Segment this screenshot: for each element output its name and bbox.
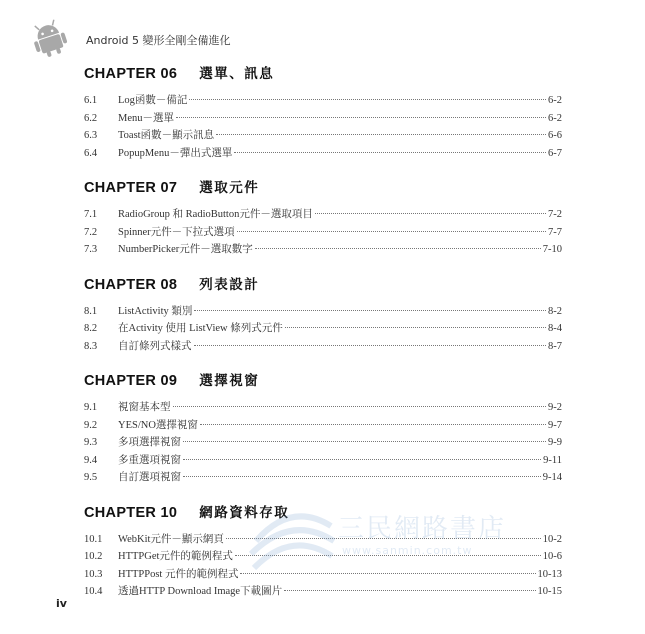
entry-number: 9.3 <box>84 437 98 448</box>
entry-title: 自訂條列式樣式 <box>118 340 192 352</box>
entry-page-number: 8-4 <box>548 323 562 334</box>
entry-number: 6.3 <box>84 130 98 141</box>
chapter-title: 選擇視窗 <box>199 373 260 389</box>
entry-title: 多項選擇視窗 <box>118 437 181 448</box>
dot-leader <box>237 231 546 232</box>
toc-entry <box>84 434 562 452</box>
entry-title: 在Activity 使用 ListView 條列式元件 <box>118 323 283 334</box>
dot-leader <box>200 424 546 425</box>
chapter-section <box>84 273 562 356</box>
dot-leader <box>189 99 546 100</box>
entry-number: 7.1 <box>84 209 98 220</box>
toc-entry <box>84 399 562 417</box>
entry-page-number: 7-7 <box>548 226 562 238</box>
toc-entry <box>84 417 562 435</box>
toc-entry <box>84 320 562 338</box>
chapter-title: 網路資料存取 <box>199 504 290 521</box>
entry-title: HTTPGet元件的範例程式 <box>118 551 233 562</box>
entry-page-number: 7-10 <box>542 244 562 255</box>
toc-entry <box>84 241 562 259</box>
watermark-url: www.sanmin.com.tw <box>342 544 473 557</box>
entry-page-number: 10-2 <box>542 533 562 545</box>
toc-entry <box>84 92 562 110</box>
dot-leader <box>194 345 547 346</box>
chapter-heading <box>84 369 562 391</box>
dot-leader <box>315 213 546 214</box>
entry-page-number: 8-7 <box>548 340 562 352</box>
chapter-section <box>84 176 562 259</box>
toc-entry <box>84 469 562 487</box>
entry-title: Toast函數－顯示訊息 <box>118 130 215 141</box>
chapter-section <box>84 62 562 162</box>
entry-title: 視窗基本型 <box>118 402 171 413</box>
chapter-title: 列表設計 <box>199 276 260 293</box>
dot-leader <box>194 310 546 311</box>
entry-number: 7.2 <box>84 226 98 238</box>
entry-title: RadioGroup 和 RadioButton元件－選取項目 <box>118 209 313 220</box>
entry-title: Log函數－備記 <box>118 95 188 106</box>
dot-leader <box>183 476 541 477</box>
bookstore-logo-icon <box>246 496 336 576</box>
toc-entry <box>84 206 562 224</box>
dot-leader <box>173 406 547 407</box>
entry-title: Menu－選單 <box>118 112 174 124</box>
toc-entry <box>84 338 562 356</box>
entry-page-number: 8-2 <box>548 305 562 317</box>
entry-number: 8.1 <box>84 305 98 317</box>
dot-leader <box>234 152 546 153</box>
entry-title: 自訂選項視窗 <box>118 472 181 483</box>
dot-leader <box>255 248 541 249</box>
chapter-number: CHAPTER 06 <box>84 66 178 82</box>
entry-number: 9.1 <box>84 402 98 413</box>
entry-page-number: 10-6 <box>542 551 562 562</box>
entry-number: 10.1 <box>84 533 103 545</box>
chapter-heading <box>84 62 562 84</box>
entry-number: 8.2 <box>84 323 98 334</box>
entry-page-number: 10-13 <box>537 568 562 580</box>
entry-title: 透過HTTP Download Image下載圖片 <box>118 586 283 597</box>
entry-title: HTTPPost 元件的範例程式 <box>118 568 239 580</box>
chapter-title: 選單、訊息 <box>199 66 275 82</box>
entry-page-number: 9-11 <box>543 454 562 466</box>
dot-leader <box>285 327 546 328</box>
entry-title: NumberPicker元件－選取數字 <box>118 244 253 255</box>
entry-title: Spinner元件－下拉式選項 <box>118 226 235 238</box>
watermark <box>246 496 546 576</box>
entry-number: 8.3 <box>84 340 98 352</box>
entry-title: PopupMenu－彈出式選單 <box>118 147 233 159</box>
entry-page-number: 9-7 <box>548 419 562 431</box>
entry-number: 10.2 <box>84 551 103 562</box>
entry-number: 9.4 <box>84 454 98 466</box>
chapter-number: CHAPTER 07 <box>84 180 178 196</box>
chapter-heading <box>84 176 562 198</box>
toc-entry <box>84 110 562 128</box>
dot-leader <box>216 134 546 135</box>
page-number: iv <box>56 597 67 610</box>
dot-leader <box>183 441 546 442</box>
dot-leader <box>284 590 535 591</box>
chapter-title: 選取元件 <box>199 180 260 196</box>
entry-number: 9.5 <box>84 472 98 483</box>
entry-page-number: 6-2 <box>548 112 562 124</box>
chapter-number: CHAPTER 09 <box>84 373 178 389</box>
entry-number: 6.2 <box>84 112 98 124</box>
toc-entry <box>84 127 562 145</box>
toc-entry <box>84 145 562 163</box>
chapter-section <box>84 369 562 487</box>
chapter-number: CHAPTER 10 <box>84 504 178 521</box>
entry-number: 7.3 <box>84 244 98 255</box>
toc-entry <box>84 303 562 321</box>
book-title: Android 5 變形全剛全備進化 <box>86 34 231 47</box>
entry-page-number: 7-2 <box>548 209 562 220</box>
toc-entry <box>84 224 562 242</box>
entry-page-number: 9-14 <box>542 472 562 483</box>
entry-title: 多重選項視窗 <box>118 454 181 466</box>
entry-title: ListActivity 類別 <box>118 305 193 317</box>
chapter-heading <box>84 273 562 295</box>
toc-entry <box>84 583 562 601</box>
entry-title: WebKit元件－顯示網頁 <box>118 533 224 545</box>
entry-number: 10.3 <box>84 568 103 580</box>
entry-number: 6.4 <box>84 147 98 159</box>
android-robot-icon <box>30 18 76 58</box>
watermark-name: 三民網路書店 <box>338 514 507 544</box>
chapter-number: CHAPTER 08 <box>84 276 178 293</box>
entry-number: 9.2 <box>84 419 98 431</box>
entry-number: 6.1 <box>84 95 98 106</box>
entry-page-number: 6-7 <box>548 147 562 159</box>
dot-leader <box>176 117 546 118</box>
entry-page-number: 9-2 <box>548 402 562 413</box>
entry-page-number: 9-9 <box>548 437 562 448</box>
entry-number: 10.4 <box>84 586 103 597</box>
entry-page-number: 10-15 <box>537 586 562 597</box>
toc-entry <box>84 452 562 470</box>
entry-page-number: 6-6 <box>548 130 562 141</box>
dot-leader <box>183 459 541 460</box>
entry-title: YES/NO選擇視窗 <box>118 419 198 431</box>
entry-page-number: 6-2 <box>548 95 562 106</box>
